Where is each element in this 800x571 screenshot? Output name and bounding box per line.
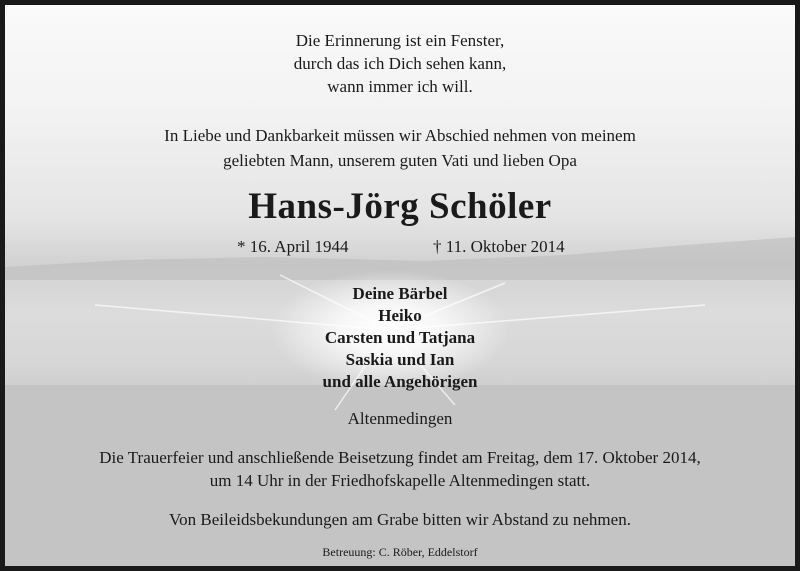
mourner: Saskia und Ian [345,350,455,369]
poem [5,29,795,98]
funeral-home-credit: Betreuung: C. Röber, Eddelstorf [322,545,478,559]
condolence-request: Von Beileidsbekundungen am Grabe bitten wir Abstand zu nehmen. [169,510,631,529]
intro-text [5,123,795,173]
mourner: Carsten und Tatjana [324,328,476,347]
intro-line: In Liebe und Dankbarkeit müssen wir Abschied nehmen von meinem [164,126,636,145]
poem-line: durch das ich Dich sehen kann, [293,54,507,73]
mourner: Deine Bärbel [352,284,448,303]
service-line: um 14 Uhr in der Friedhofskapelle Altenmedingen statt. [209,471,591,490]
funeral-service-info [5,446,795,492]
mourners-list [5,283,795,393]
intro-line: geliebten Mann, unserem guten Vati und lieben Opa [223,151,577,170]
mourner: Heiko [378,306,422,325]
deceased-name: Hans-Jörg Schöler [248,186,552,227]
place: Altenmedingen [347,409,453,428]
service-line: Die Trauerfeier und anschließende Beisetzung findet am Freitag, dem 17. Oktober 2014, [99,448,701,467]
birth-date: * 16. April 1944 [237,237,349,256]
death-date: † 11. Oktober 2014 [433,237,565,256]
mourner: und alle Angehörigen [322,372,478,391]
poem-line: Die Erinnerung ist ein Fenster, [295,31,505,50]
poem-line: wann immer ich will. [327,77,473,96]
